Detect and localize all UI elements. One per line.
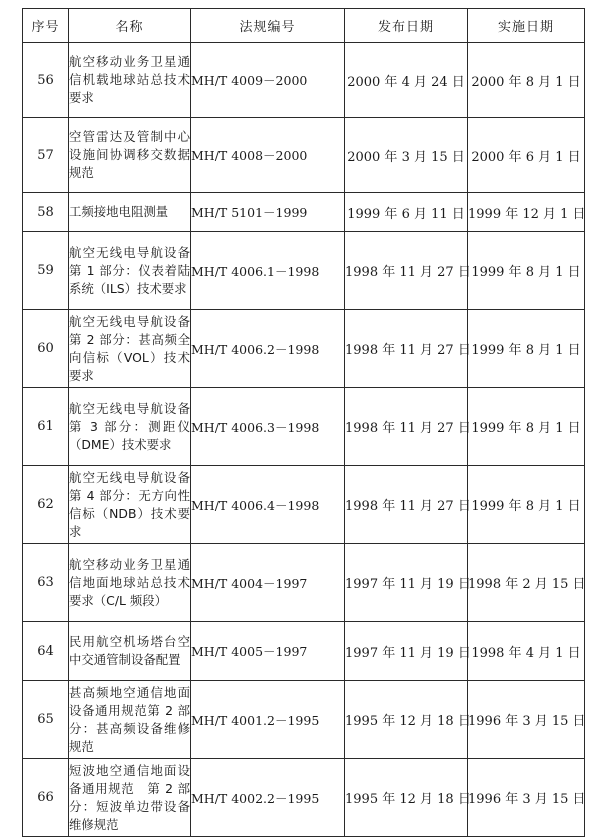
row-regulation-code: MH/T 4006.3－1998 [191,388,345,466]
row-name: 航空移动业务卫星通信地面地球站总技术要求（C/L 频段） [69,544,191,622]
row-publish-date: 1998 年 11 月 27 日 [345,466,468,544]
row-regulation-code: MH/T 4006.2－1998 [191,310,345,388]
header-serial-number: 序号 [23,9,69,43]
header-publish-date: 发布日期 [345,9,468,43]
row-regulation-code: MH/T 4004－1997 [191,544,345,622]
table-row [23,466,585,544]
row-effective-date: 1999 年 8 月 1 日 [468,466,585,544]
table-row [23,544,585,622]
table-header-row [23,9,585,43]
row-effective-date: 1999 年 12 月 1 日 [468,193,585,232]
row-publish-date: 2000 年 3 月 15 日 [345,118,468,193]
row-regulation-code: MH/T 4006.4－1998 [191,466,345,544]
row-name: 航空无线电导航设备 第 3 部分：测距仪（DME）技术要求 [69,388,191,466]
table-row [23,118,585,193]
row-name: 民用航空机场塔台空中交通管制设备配置 [69,622,191,681]
row-serial-number: 62 [23,466,69,544]
row-regulation-code: MH/T 4009－2000 [191,43,345,118]
table-row [23,759,585,837]
row-serial-number: 56 [23,43,69,118]
table-row [23,622,585,681]
row-publish-date: 1999 年 6 月 11 日 [345,193,468,232]
row-regulation-code: MH/T 4008－2000 [191,118,345,193]
row-effective-date: 2000 年 6 月 1 日 [468,118,585,193]
row-effective-date: 1998 年 2 月 15 日 [468,544,585,622]
row-effective-date: 1998 年 4 月 1 日 [468,622,585,681]
row-effective-date: 1999 年 8 月 1 日 [468,388,585,466]
table-row [23,681,585,759]
row-name: 短波地空通信地面设备通用规范 第 2 部分：短波单边带设备维修规范 [69,759,191,837]
header-effective-date: 实施日期 [468,9,585,43]
row-effective-date: 1999 年 8 月 1 日 [468,232,585,310]
row-effective-date: 2000 年 8 月 1 日 [468,43,585,118]
row-serial-number: 57 [23,118,69,193]
row-publish-date: 1998 年 11 月 27 日 [345,232,468,310]
header-regulation-code: 法规编号 [191,9,345,43]
row-serial-number: 66 [23,759,69,837]
row-name: 空管雷达及管制中心设施间协调移交数据规范 [69,118,191,193]
row-regulation-code: MH/T 4005－1997 [191,622,345,681]
table-row [23,310,585,388]
row-regulation-code: MH/T 4002.2－1995 [191,759,345,837]
row-publish-date: 1995 年 12 月 18 日 [345,759,468,837]
row-publish-date: 1998 年 11 月 27 日 [345,310,468,388]
row-name: 航空无线电导航设备 第 2 部分：甚高频全向信标（VOL）技术要求 [69,310,191,388]
row-effective-date: 1999 年 8 月 1 日 [468,310,585,388]
row-serial-number: 64 [23,622,69,681]
row-name: 工频接地电阻测量 [69,193,191,232]
table-row [23,43,585,118]
row-regulation-code: MH/T 5101－1999 [191,193,345,232]
row-publish-date: 1995 年 12 月 18 日 [345,681,468,759]
row-publish-date: 2000 年 4 月 24 日 [345,43,468,118]
table-row [23,232,585,310]
row-serial-number: 61 [23,388,69,466]
regulations-table [22,8,585,837]
row-serial-number: 60 [23,310,69,388]
row-serial-number: 65 [23,681,69,759]
row-name: 航空无线电导航设备 第 1 部分：仪表着陆系统（ILS）技术要求 [69,232,191,310]
row-name: 甚高频地空通信地面设备通用规范第 2 部分：甚高频设备维修规范 [69,681,191,759]
row-effective-date: 1996 年 3 月 15 日 [468,681,585,759]
table-row [23,388,585,466]
row-regulation-code: MH/T 4006.1－1998 [191,232,345,310]
row-regulation-code: MH/T 4001.2－1995 [191,681,345,759]
table-row [23,193,585,232]
row-effective-date: 1996 年 3 月 15 日 [468,759,585,837]
row-name: 航空无线电导航设备 第 4 部分：无方向性信标（NDB）技术要求 [69,466,191,544]
row-serial-number: 63 [23,544,69,622]
header-name: 名称 [69,9,191,43]
row-serial-number: 59 [23,232,69,310]
row-name: 航空移动业务卫星通信机载地球站总技术要求 [69,43,191,118]
row-serial-number: 58 [23,193,69,232]
row-publish-date: 1997 年 11 月 19 日 [345,544,468,622]
row-publish-date: 1998 年 11 月 27 日 [345,388,468,466]
row-publish-date: 1997 年 11 月 19 日 [345,622,468,681]
